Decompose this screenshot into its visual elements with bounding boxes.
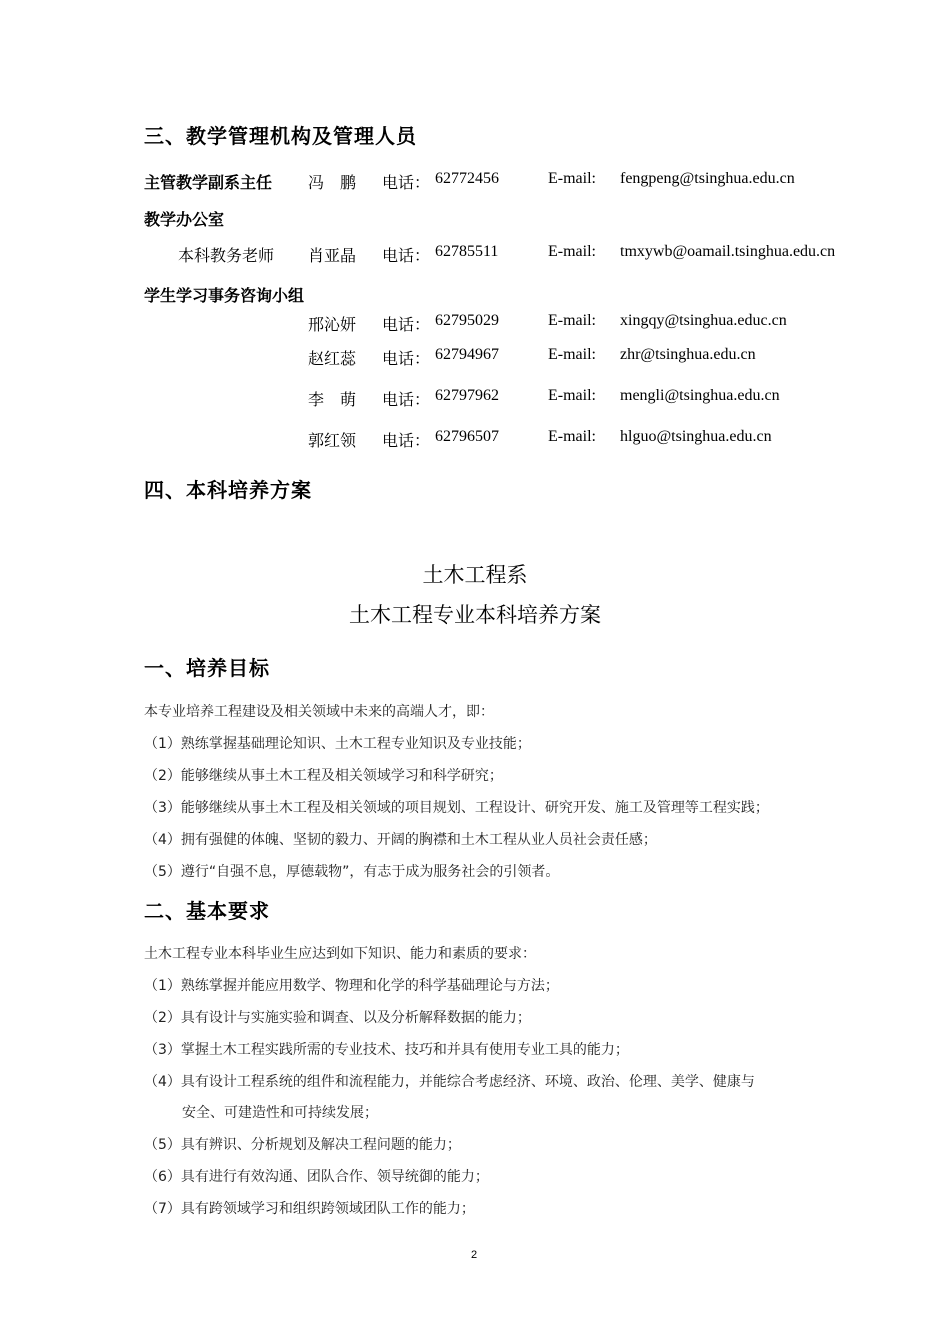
- head-email: fengpeng@tsinghua.edu.cn: [620, 170, 795, 187]
- member-email: xingqy@tsinghua.educ.cn: [620, 312, 787, 329]
- member-phone-label: 电话：: [382, 390, 431, 409]
- member-phone: 62794967: [435, 346, 499, 363]
- member-phone: 62796507: [435, 428, 499, 445]
- member-email-label: E-mail:: [548, 312, 596, 329]
- member-phone-label: 电话：: [382, 349, 431, 368]
- requirement-item: （1）熟练掌握并能应用数学、物理和化学的科学基础理论与方法；: [144, 978, 559, 994]
- section3-title: 三、教学管理机构及管理人员: [144, 124, 417, 148]
- group-title: 学生学习事务咨询小组: [144, 286, 305, 305]
- member-name: 郭红领: [308, 431, 357, 450]
- requirement-item: （6）具有进行有效沟通、团队合作、领导统御的能力；: [144, 1169, 489, 1185]
- member-name: 邢沁妍: [308, 315, 357, 334]
- member-name: 赵红蕊: [308, 349, 357, 368]
- section4-title: 四、本科培养方案: [144, 478, 312, 502]
- member-email-label: E-mail:: [548, 428, 596, 445]
- goal-item: （2）能够继续从事土木工程及相关领域学习和科学研究；: [144, 768, 503, 784]
- member-phone-label: 电话：: [382, 431, 431, 450]
- member-email: zhr@tsinghua.edu.cn: [620, 346, 756, 363]
- department-title: 土木工程系: [422, 563, 528, 587]
- member-email: mengli@tsinghua.edu.cn: [620, 387, 780, 404]
- member-phone: 62797962: [435, 387, 499, 404]
- goal-item: （4）拥有强健的体魄、坚韧的毅力、开阔的胸襟和土木工程从业人员社会责任感；: [144, 832, 657, 848]
- office-title: 教学办公室: [144, 210, 225, 229]
- office-phone: 62785511: [435, 243, 499, 260]
- member-email-label: E-mail:: [548, 387, 596, 404]
- plan-title: 土木工程专业本科培养方案: [349, 603, 601, 627]
- head-phone: 62772456: [435, 170, 499, 187]
- member-phone-label: 电话：: [382, 315, 431, 334]
- goals-title: 一、培养目标: [144, 656, 270, 680]
- office-email: tmxywb@oamail.tsinghua.edu.cn: [620, 243, 836, 260]
- member-email: hlguo@tsinghua.edu.cn: [620, 428, 772, 445]
- requirement-item: （7）具有跨领域学习和组织跨领域团队工作的能力；: [144, 1201, 475, 1217]
- member-email-label: E-mail:: [548, 346, 596, 363]
- member-phone: 62795029: [435, 312, 499, 329]
- head-name: 冯 鹏: [308, 173, 357, 192]
- requirement-item: （2）具有设计与实施实验和调查、以及分析解释数据的能力；: [144, 1010, 531, 1026]
- goal-item: （3）能够继续从事土木工程及相关领域的项目规划、工程设计、研究开发、施工及管理等工程实践；: [144, 800, 769, 816]
- requirement-item-continued: 安全、可建造性和可持续发展；: [182, 1105, 378, 1121]
- page-number: 2: [471, 1249, 478, 1261]
- goals-intro: 本专业培养工程建设及相关领域中未来的高端人才，即：: [144, 704, 494, 720]
- requirement-item: （4）具有设计工程系统的组件和流程能力，并能综合考虑经济、环境、政治、伦理、美学、健康与: [144, 1074, 755, 1090]
- requirements-title: 二、基本要求: [144, 899, 270, 923]
- office-phone-label: 电话：: [382, 246, 431, 265]
- head-role: 主管教学副系主任: [144, 173, 273, 192]
- goal-item: （5）遵行“自强不息，厚德载物”，有志于成为服务社会的引领者。: [144, 864, 560, 880]
- requirement-item: （5）具有辨识、分析规划及解决工程问题的能力；: [144, 1137, 461, 1153]
- head-phone-label: 电话：: [382, 173, 431, 192]
- head-email-label: E-mail:: [548, 170, 596, 187]
- office-name: 肖亚晶: [308, 246, 357, 265]
- office-email-label: E-mail:: [548, 243, 596, 260]
- goal-item: （1）熟练掌握基础理论知识、土木工程专业知识及专业技能；: [144, 736, 531, 752]
- member-name: 李 萌: [308, 390, 357, 409]
- requirement-item: （3）掌握土木工程实践所需的专业技术、技巧和并具有使用专业工具的能力；: [144, 1042, 629, 1058]
- requirements-intro: 土木工程专业本科毕业生应达到如下知识、能力和素质的要求：: [144, 946, 536, 962]
- office-role: 本科教务老师: [178, 246, 275, 265]
